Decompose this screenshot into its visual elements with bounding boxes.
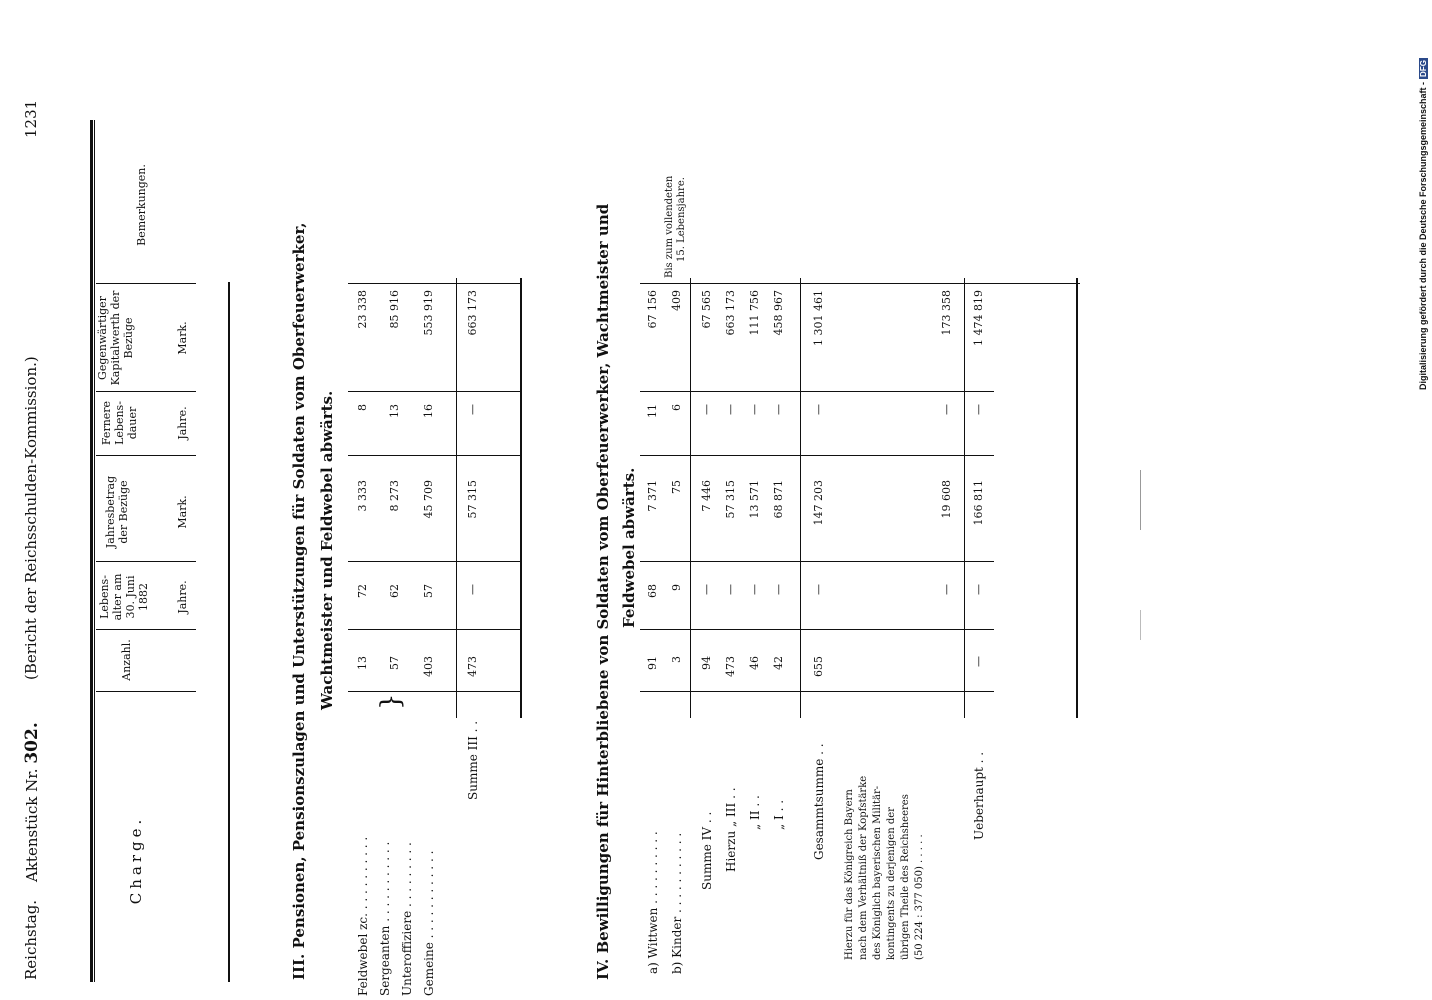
header-report: (Bericht der Reichsschulden-Kommission.) — [22, 356, 40, 680]
s4-kapital: 409 — [670, 290, 683, 311]
s4-vrule — [640, 561, 994, 562]
s4-ueberhaupt-dauer: — — [972, 404, 985, 415]
s4-hierzu-dauer: — — [772, 404, 785, 415]
hdr-vrule — [96, 455, 196, 456]
s4-sum-rule — [690, 278, 691, 718]
s4-gesammt-anzahl: 655 — [812, 656, 825, 677]
s4-bayern-alter: — — [940, 584, 953, 595]
s4-remark-2: 15. Lebensjahre. — [676, 177, 687, 262]
s4-hierzu-kapital: 663 173 — [724, 290, 737, 336]
s4-hierzu-jahresbetrag: 57 315 — [724, 480, 737, 519]
col-lebensdauer-unit: Jahre. — [176, 406, 189, 440]
section3-title-2: Wachtmeister und Feldwebel abwärts. — [318, 390, 336, 710]
s3-summe-jahresbetrag: 57 315 — [466, 480, 479, 519]
s4-ueberhaupt-kapital: 1 474 819 — [972, 290, 985, 346]
s3-dauer: 16 — [422, 404, 435, 418]
table-top-rule — [90, 120, 93, 982]
section3-title-1: III. Pensionen, Pensionszulagen und Unterstützungen für Soldaten vom Oberfeuerwerker, — [290, 222, 308, 980]
s4-vrule — [640, 283, 1080, 284]
s3-summe-anzahl: 473 — [466, 656, 479, 677]
s4-hierzu-alter: — — [724, 584, 737, 595]
brace-icon: } — [376, 693, 406, 710]
s4-hierzu-jahresbetrag: 13 571 — [748, 480, 761, 519]
s3-row-label: Sergeanten . . . . . . . . . . . — [378, 841, 392, 996]
s3-sum-rule — [456, 278, 457, 718]
s3-jahresbetrag: 45 709 — [422, 480, 435, 519]
col-jahresbetrag-unit: Mark. — [176, 495, 189, 529]
s4-hierzu-anzahl: 473 — [724, 656, 737, 677]
s4-summe-iv-alter: — — [700, 584, 713, 595]
dfg-credit-text — [1418, 58, 1428, 390]
dfg-credit — [1418, 10, 1432, 390]
s4-bayern-line: Hierzu für das Königreich Bayern — [844, 789, 855, 960]
s4-hierzu-dauer: — — [724, 404, 737, 415]
s4-row-label: b) Kinder . . . . . . . . . . . — [670, 832, 684, 974]
s4-hierzu-alter: — — [748, 584, 761, 595]
hdr-vrule — [96, 629, 196, 630]
s4-ueberhaupt-alter: — — [972, 584, 985, 595]
s4-bayern-line: (50 224 : 377 050) . . . . . — [914, 834, 925, 960]
s4-hierzu-jahresbetrag: 68 871 — [772, 480, 785, 519]
s3-vrule — [348, 391, 520, 392]
faint-mark — [1140, 470, 1141, 530]
col-charge: Charge. — [127, 815, 145, 905]
s4-vrule — [640, 391, 994, 392]
s3-jahresbetrag: 3 333 — [356, 480, 369, 512]
s4-bayern-kapital: 173 358 — [940, 290, 953, 336]
s4-hierzu-alter: — — [772, 584, 785, 595]
section4-title-2: Feldwebel abwärts. — [620, 467, 638, 628]
s4-bayern-jahresbetrag: 19 608 — [940, 480, 953, 519]
hdr-vrule — [96, 391, 196, 392]
s3-anzahl: 403 — [422, 656, 435, 677]
s4-summe-iv-kapital: 67 565 — [700, 290, 713, 329]
s4-vrule — [640, 691, 994, 692]
s3-vrule — [348, 561, 520, 562]
s4-gesammt-kapital: 1 301 461 — [812, 290, 825, 346]
s4-dauer: 6 — [670, 404, 683, 411]
s4-anzahl: 3 — [670, 656, 683, 663]
s3-vrule — [348, 455, 520, 456]
s3-dauer: 13 — [388, 404, 401, 418]
s4-hierzu-anzahl: 46 — [748, 656, 761, 670]
s4-alter: 68 — [646, 584, 659, 598]
s4-ueberhaupt-label: Ueberhaupt . . — [972, 751, 986, 840]
page-number: 1231 — [22, 99, 40, 138]
s3-summe-alter: — — [466, 584, 479, 595]
s4-ueberhaupt-rule — [964, 278, 965, 718]
table-top-rule-thin — [94, 120, 95, 982]
s4-summe-iv-label: Summe IV . . — [700, 811, 714, 890]
s4-bayern-line: übrigen Theile des Reichsheeres — [900, 794, 911, 960]
s4-jahresbetrag: 75 — [670, 480, 683, 494]
s4-gesammt-label: Gesammtsumme . . — [812, 743, 826, 860]
s4-ueberhaupt-jahresbetrag: 166 811 — [972, 480, 985, 526]
s3-vrule — [348, 283, 520, 284]
s4-summe-iv-jahresbetrag: 7 446 — [700, 480, 713, 512]
s4-row-label: a) Wittwen . . . . . . . . . . — [646, 831, 660, 974]
s3-vrule — [348, 629, 520, 630]
s3-kapital: 23 338 — [356, 290, 369, 329]
s4-gesammt-rule — [800, 278, 801, 718]
s4-bayern-line: des Königlich bayerischen Militär- — [872, 785, 883, 960]
s4-kapital: 67 156 — [646, 290, 659, 329]
s3-row-label: Gemeine . . . . . . . . . . . . — [422, 850, 436, 996]
s4-bottom-rule — [1076, 278, 1078, 718]
s4-hierzu-label: Hierzu „ III . . — [724, 787, 738, 872]
s4-remark-1: Bis zum vollendeten — [664, 175, 675, 278]
s4-summe-iv-anzahl: 94 — [700, 656, 713, 670]
s4-ueberhaupt-anzahl: — — [972, 656, 985, 667]
s4-hierzu-kapital: 111 756 — [748, 290, 761, 336]
s4-vrule — [640, 629, 994, 630]
faint-mark — [1140, 610, 1141, 640]
s4-anzahl: 91 — [646, 656, 659, 670]
s3-kapital: 85 916 — [388, 290, 401, 329]
s3-alter: 62 — [388, 584, 401, 598]
s3-bottom-rule — [520, 278, 522, 718]
s3-anzahl: 57 — [388, 656, 401, 670]
dfg-logo-icon: DFG — [1419, 60, 1428, 77]
hdr-vrule — [96, 691, 196, 692]
header-doc — [22, 722, 42, 882]
s3-summe-label: Summe III . . — [466, 720, 480, 800]
s3-row-label: Unteroffiziere . . . . . . . . . — [400, 842, 414, 996]
s4-dauer: 11 — [646, 404, 659, 418]
s4-hierzu-anzahl: 42 — [772, 656, 785, 670]
s4-bayern-dauer: — — [940, 404, 953, 415]
header-bottom-rule — [228, 282, 230, 982]
col-kapitalwerth-unit: Mark. — [176, 321, 189, 355]
header-left: Reichstag. — [22, 899, 40, 980]
col-jahresbetrag: Jahresbetrag der Bezüge — [104, 475, 130, 549]
s4-gesammt-dauer: — — [812, 404, 825, 415]
col-kapitalwerth: Gegenwärtiger Kapitalwerth der Bezüge — [96, 290, 135, 386]
s4-hierzu-dauer: — — [748, 404, 761, 415]
s3-kapital: 553 919 — [422, 290, 435, 336]
s3-vrule — [348, 691, 520, 692]
s3-anzahl: 13 — [356, 656, 369, 670]
s4-gesammt-jahresbetrag: 147 203 — [812, 480, 825, 526]
s3-jahresbetrag: 8 273 — [388, 480, 401, 512]
section4-title-1: IV. Bewilligungen für Hinterbliebene von Soldaten vom Oberfeuerwerker, Wachtmeister und — [594, 203, 612, 980]
s3-alter: 57 — [422, 584, 435, 598]
s3-dauer: 8 — [356, 404, 369, 411]
col-lebensdauer: Fernere Lebens-dauer — [100, 400, 139, 446]
s3-summe-dauer: — — [466, 404, 479, 415]
s4-bayern-line: nach dem Verhältniß der Kopfstärke — [858, 775, 869, 960]
s4-alter: 9 — [670, 584, 683, 591]
s4-vrule — [640, 455, 994, 456]
col-anzahl: Anzahl. — [120, 639, 133, 681]
s4-jahresbetrag: 7 371 — [646, 480, 659, 512]
s4-hierzu-kapital: 458 967 — [772, 290, 785, 336]
s3-alter: 72 — [356, 584, 369, 598]
col-bemerkungen: Bemerkungen. — [135, 164, 148, 246]
s4-gesammt-alter: — — [812, 584, 825, 595]
s3-row-label: Feldwebel zc. . . . . . . . . . . — [356, 836, 370, 996]
hdr-vrule — [96, 283, 196, 284]
col-lebensalter-unit: Jahre. — [176, 580, 189, 614]
s4-bayern-line: kontingents zu derjenigen der — [886, 807, 897, 960]
s4-hierzu-label: „ I . . — [772, 799, 786, 830]
s4-summe-iv-dauer: — — [700, 404, 713, 415]
dfg-credit-label: Digitalisierung gefördert durch die Deutsche Forschungsgemeinschaft - — [1418, 81, 1428, 390]
col-lebensalter: Lebens-alter am 30. Juni 1882 — [98, 573, 150, 621]
header-doc-number: 302. — [22, 722, 42, 764]
s3-summe-kapital: 663 173 — [466, 290, 479, 336]
s4-hierzu-label: „ II . . — [748, 795, 762, 830]
header-doc-label: Aktenstück Nr. — [23, 763, 41, 882]
hdr-vrule — [96, 561, 196, 562]
